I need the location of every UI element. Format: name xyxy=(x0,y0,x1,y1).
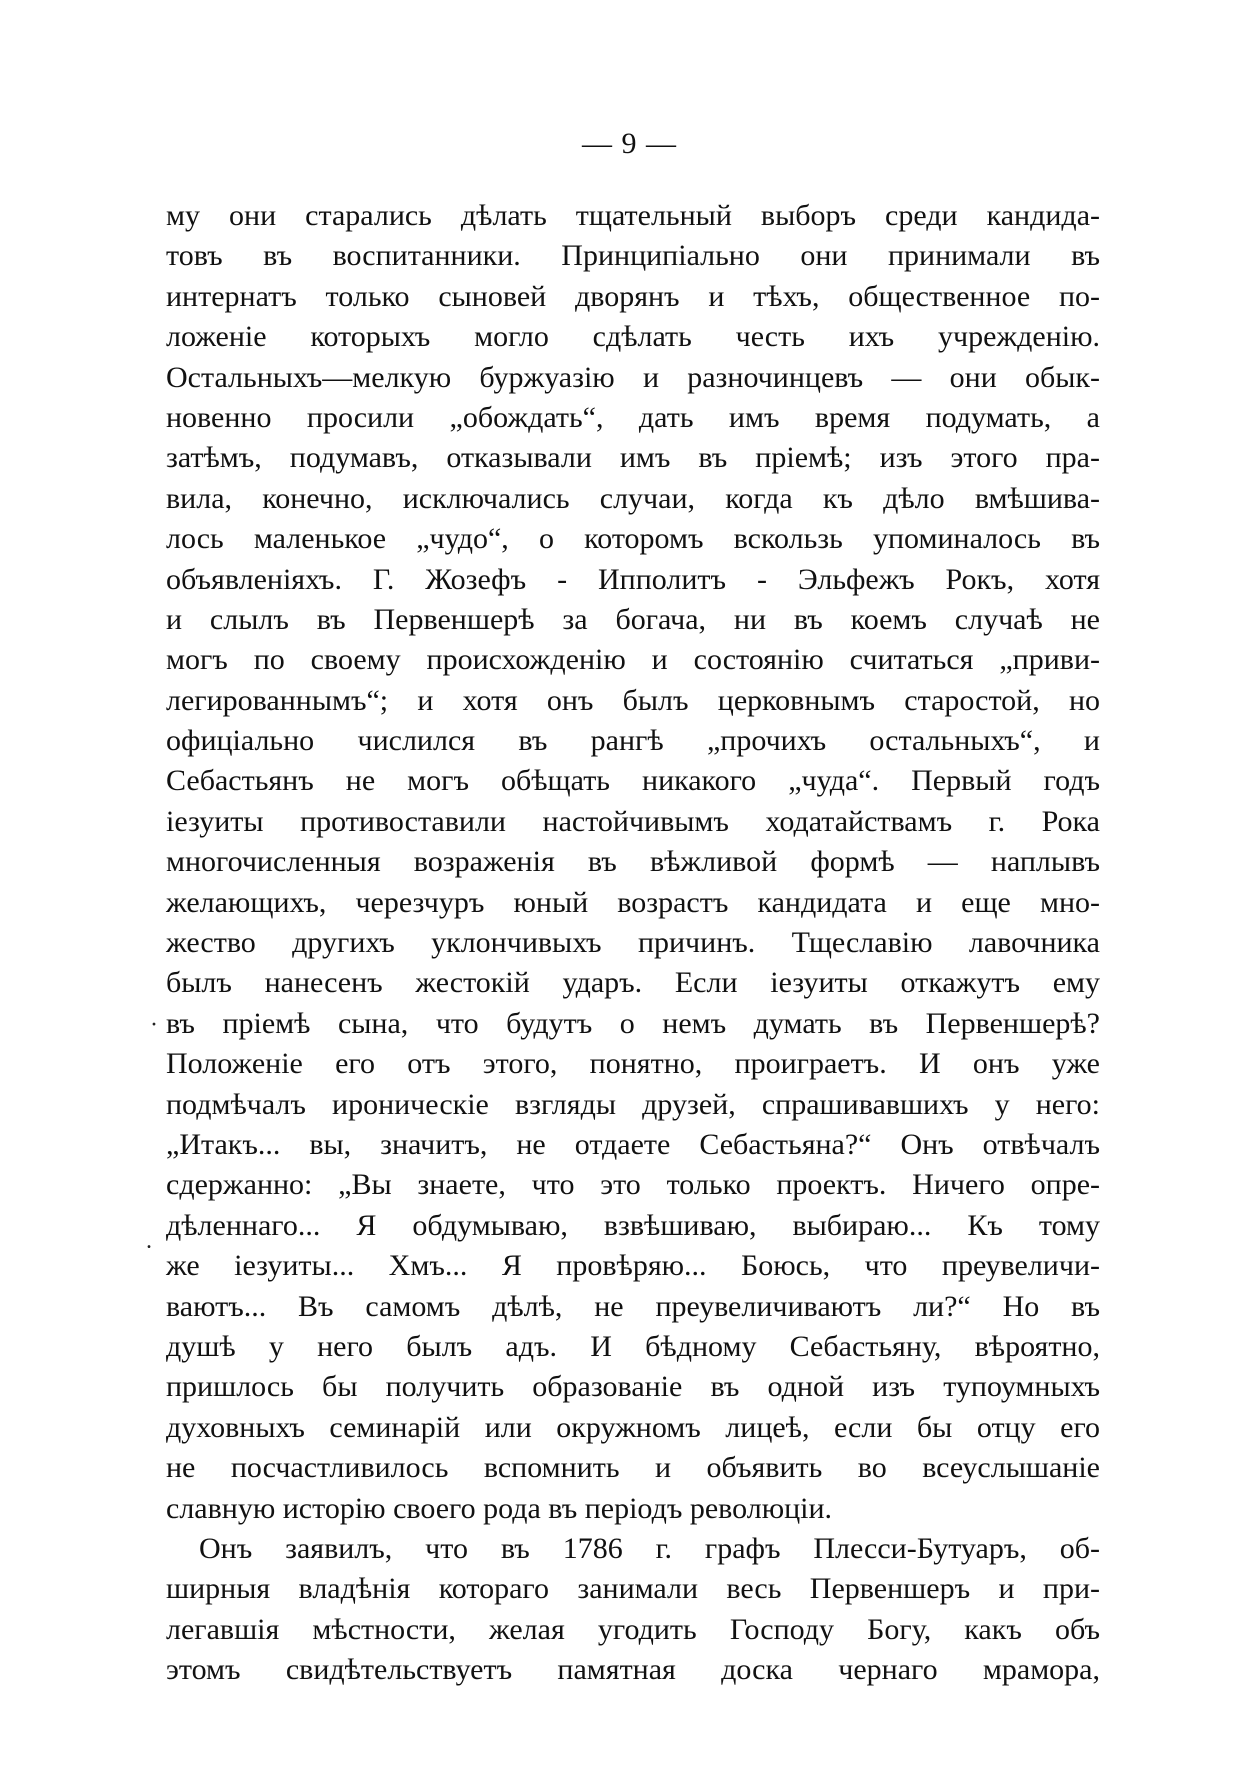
margin-mark: · xyxy=(150,1012,158,1038)
text-line: объявленіяхъ. Г. Жозефъ - Ипполитъ - Эльфежъ Рокъ, хотя xyxy=(166,562,1100,596)
text-line: ложеніе которыхъ могло сдѣлать честь ихъ учрежденію. xyxy=(166,320,1100,354)
text-line: интернатъ только сыновей дворянъ и тѣхъ, общественное по- xyxy=(166,279,1100,313)
text-line: этомъ свидѣтельствуетъ памятная доска чернаго мрамора, xyxy=(166,1653,1100,1687)
text-line: въ пріемѣ сына, что будутъ о немъ думать въ Первеншерѣ? xyxy=(166,1006,1100,1040)
text-line: Остальныхъ—мелкую буржуазію и разночинцевъ — они обык- xyxy=(166,360,1100,394)
text-line: подмѣчалъ ироническіе взгляды друзей, спрашивавшихъ у него: xyxy=(166,1087,1100,1121)
text-line: желающихъ, черезчуръ юный возрастъ кандидата и еще мно- xyxy=(166,885,1100,919)
text-line: новенно просили „обождать“, дать имъ время подумать, а xyxy=(166,400,1100,434)
text-line: душѣ у него былъ адъ. И бѣдному Себастьяну, вѣроятно, xyxy=(166,1329,1100,1363)
margin-mark: . xyxy=(146,1228,152,1254)
text-line: товъ въ воспитанники. Принципіально они принимали въ xyxy=(166,239,1100,273)
text-line: сдержанно: „Вы знаете, что это только проектъ. Ничего опре- xyxy=(166,1168,1100,1202)
text-line: и слылъ въ Первеншерѣ за богача, ни въ коемъ случаѣ не xyxy=(166,602,1100,636)
text-line: же іезуиты... Хмъ... Я провѣряю... Боюсь, что преувеличи- xyxy=(166,1249,1100,1283)
text-line: жество другихъ уклончивыхъ причинъ. Тщеславію лавочника xyxy=(166,926,1100,960)
text-line: іезуиты противоставили настойчивымъ ходатайствамъ г. Рока xyxy=(166,804,1100,838)
text-line: вила, конечно, исключались случаи, когда къ дѣло вмѣшива- xyxy=(166,481,1100,515)
text-line: дѣленнаго... Я обдумываю, взвѣшиваю, выбираю... Къ тому xyxy=(166,1208,1100,1242)
text-line: Онъ заявилъ, что въ 1786 г. графъ Плесси-Бутуаръ, об- xyxy=(199,1531,1100,1565)
text-line: духовныхъ семинарій или окружномъ лицеѣ, если бы отцу его xyxy=(166,1410,1100,1444)
text-line: легавшія мѣстности, желая угодить Господу Богу, какъ объ xyxy=(166,1612,1100,1646)
text-line: му они старались дѣлать тщательный выборъ среди кандида- xyxy=(166,199,1100,232)
body-text xyxy=(166,196,1100,1690)
text-line: былъ нанесенъ жестокій ударъ. Если іезуиты откажутъ ему xyxy=(166,966,1100,1000)
text-line: ширныя владѣнія котораго занимали весь Первеншеръ и при- xyxy=(166,1572,1100,1606)
text-line: не посчастливилось вспомнить и объявить во всеуслышаніе xyxy=(166,1451,1100,1485)
text-line: затѣмъ, подумавъ, отказывали имъ въ пріемѣ; изъ этого пра- xyxy=(166,441,1100,475)
text-line: Положеніе его отъ этого, понятно, проиграетъ. И онъ уже xyxy=(166,1047,1100,1081)
text-line: могъ по своему происхожденію и состоянію считаться „приви- xyxy=(166,643,1100,677)
paragraph-2 xyxy=(166,1529,1100,1691)
text-line: „Итакъ... вы, значитъ, не отдаете Себастьяна?“ Онъ отвѣчалъ xyxy=(166,1127,1100,1161)
text-line: пришлось бы получить образованіе въ одной изъ тупоумныхъ xyxy=(166,1370,1100,1404)
text-line: Себастьянъ не могъ обѣщать никакого „чуда“. Первый годъ xyxy=(166,764,1100,798)
text-line: славную исторію своего рода въ періодъ революціи. xyxy=(166,1491,833,1525)
text-line: лось маленькое „чудо“, о которомъ вскользь упоминалось въ xyxy=(166,522,1100,556)
text-line: ваютъ... Въ самомъ дѣлѣ, не преувеличиваютъ ли?“ Но въ xyxy=(166,1289,1100,1323)
text-line: многочисленныя возраженія въ вѣжливой формѣ — наплывъ xyxy=(166,845,1100,879)
paragraph-1 xyxy=(166,196,1100,1529)
text-line: легированнымъ“; и хотя онъ былъ церковнымъ старостой, но xyxy=(166,683,1100,717)
text-line: офиціально числился въ рангѣ „прочихъ остальныхъ“, и xyxy=(166,724,1100,758)
page-number: — 9 — xyxy=(582,127,677,160)
